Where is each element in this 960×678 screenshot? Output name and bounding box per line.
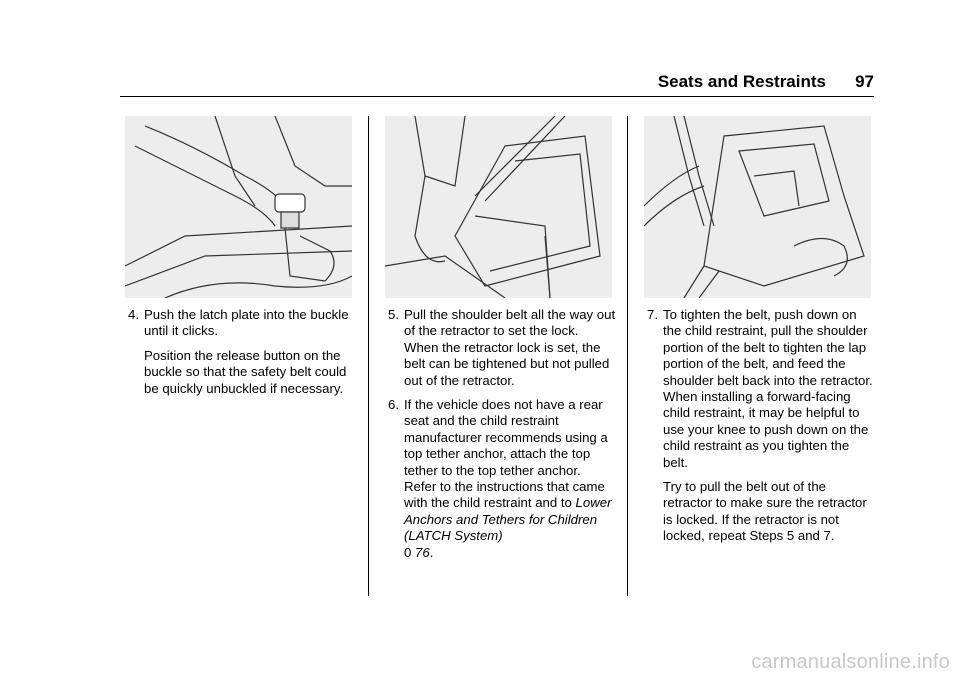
step-7-number: 7. (647, 307, 658, 322)
step-4-number: 4. (128, 307, 139, 322)
column-divider-2 (627, 116, 628, 596)
step-7-paragraph: Try to pull the belt out of the retractor to make sure the retractor is locked. If the retractor is not locked, repeat Steps 5 and 7. (663, 479, 867, 544)
column-3 (647, 307, 875, 553)
column-divider-1 (368, 116, 369, 596)
step-4-text: Push the latch plate into the buckle until it clicks. (144, 307, 349, 339)
page-ref-symbol: 0 (404, 544, 412, 560)
step-5 (388, 307, 616, 389)
step-6-end: . (429, 544, 434, 560)
step-5-number: 5. (388, 307, 399, 322)
step-5-text: Pull the shoulder belt all the way out of the retractor to set the lock. When the retractor lock is set, the belt can be tightened but not pulled out of the retractor. (404, 307, 616, 388)
page-ref-number[interactable]: 76 (415, 544, 430, 560)
watermark: carmanualsonline.info (751, 651, 950, 673)
step-6-number: 6. (388, 397, 399, 413)
page-header (120, 70, 874, 97)
page-number: 97 (855, 72, 874, 91)
step-4-paragraph: Position the release button on the buckle so that the safety belt could be quickly unbuckled if necessary. (144, 347, 347, 396)
step-6-body (404, 397, 616, 561)
step-4 (128, 307, 356, 340)
latch-system-link[interactable]: Lower Anchors and Tethers for Children (LATCH System) (404, 495, 612, 544)
latch-plate-drawing (125, 116, 352, 298)
section-title: Seats and Restraints (657, 72, 826, 91)
column-2 (388, 307, 616, 569)
latch-plate-illustration (125, 116, 352, 298)
tighten-belt-illustration (644, 116, 871, 298)
shoulder-belt-illustration (385, 116, 612, 298)
shoulder-belt-drawing (385, 116, 612, 298)
column-1 (128, 307, 356, 405)
step-7-text: To tighten the belt, push down on the child restraint, pull the shoulder portion of the belt to tighten the lap portion of the belt, and feed the shoulder belt back into the retractor. When installing a forward-facing child restraint, it may be helpful to use your knee to push down on the child restraint as you tighten the belt. (663, 307, 873, 470)
step-6-text: If the vehicle does not have a rear seat and the child restraint manufacturer recommends using a top tether anchor, attach the top tether to the top tether anchor. Refer to the instructions that came with the child restraint and to (404, 397, 608, 511)
step-6 (388, 397, 616, 561)
tighten-belt-drawing (644, 116, 871, 298)
step-7 (647, 307, 875, 471)
